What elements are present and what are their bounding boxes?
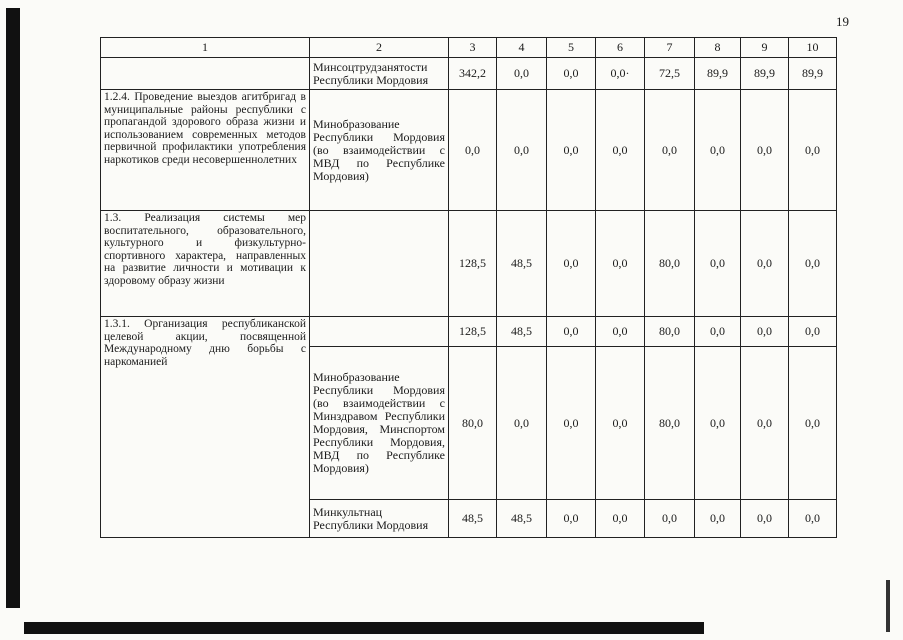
column-header: 8 bbox=[695, 38, 741, 58]
value-cell: 0,0 bbox=[547, 58, 596, 90]
value-cell: 0,0 bbox=[596, 317, 645, 347]
value-cell: 0,0 bbox=[596, 90, 645, 211]
value-cell: 89,9 bbox=[789, 58, 837, 90]
column-header: 2 bbox=[310, 38, 449, 58]
table-row bbox=[101, 58, 837, 90]
value-cell: 0,0 bbox=[547, 317, 596, 347]
value-cell: 0,0 bbox=[645, 500, 695, 538]
value-cell: 0,0 bbox=[789, 211, 837, 317]
value-cell: 0,0 bbox=[645, 90, 695, 211]
value-cell: 72,5 bbox=[645, 58, 695, 90]
budget-table bbox=[100, 37, 837, 538]
column-header: 6 bbox=[596, 38, 645, 58]
column-header: 1 bbox=[101, 38, 310, 58]
table-row bbox=[101, 317, 837, 347]
value-cell: 0,0 bbox=[789, 500, 837, 538]
value-cell: 0,0 bbox=[789, 347, 837, 500]
value-cell: 0,0 bbox=[497, 347, 547, 500]
value-cell: 0,0 bbox=[547, 90, 596, 211]
value-cell: 80,0 bbox=[645, 347, 695, 500]
executor-cell: Минобразование Республики Мордовия (во взаимодействии с МВД по Республике Мордовия) bbox=[310, 90, 449, 211]
value-cell: 0,0· bbox=[596, 58, 645, 90]
column-header: 5 bbox=[547, 38, 596, 58]
table-row bbox=[101, 90, 837, 211]
executor-cell bbox=[310, 317, 449, 347]
column-header: 10 bbox=[789, 38, 837, 58]
value-cell: 48,5 bbox=[497, 211, 547, 317]
value-cell: 0,0 bbox=[741, 90, 789, 211]
value-cell: 0,0 bbox=[741, 317, 789, 347]
executor-cell: Минобразование Республики Мордовия (во взаимодействии с Минздравом Республики Мордовия, Минспортом Республики Мордовия, МВД по Республике Мордовия) bbox=[310, 347, 449, 500]
value-cell: 80,0 bbox=[645, 317, 695, 347]
table-header-row bbox=[101, 38, 837, 58]
value-cell: 0,0 bbox=[695, 347, 741, 500]
executor-cell: Минсоцтрудзанятости Республики Мордовия bbox=[310, 58, 449, 90]
value-cell: 0,0 bbox=[449, 90, 497, 211]
column-header: 9 bbox=[741, 38, 789, 58]
table-row bbox=[101, 211, 837, 317]
value-cell: 0,0 bbox=[695, 500, 741, 538]
scan-edge-left bbox=[6, 8, 20, 608]
value-cell: 0,0 bbox=[741, 500, 789, 538]
value-cell: 0,0 bbox=[547, 347, 596, 500]
scan-edge-right bbox=[886, 580, 890, 632]
description-cell: 1.3. Реализация системы мер воспитательного, образовательного, культурного и физкультурно-спортивного характера, направленных на развитие личности и мотивации к здоровому образу жизни bbox=[101, 211, 310, 317]
column-header: 7 bbox=[645, 38, 695, 58]
value-cell: 0,0 bbox=[741, 211, 789, 317]
value-cell: 48,5 bbox=[497, 317, 547, 347]
column-header: 4 bbox=[497, 38, 547, 58]
value-cell: 0,0 bbox=[695, 90, 741, 211]
value-cell: 128,5 bbox=[449, 317, 497, 347]
value-cell: 80,0 bbox=[449, 347, 497, 500]
value-cell: 0,0 bbox=[596, 500, 645, 538]
value-cell: 0,0 bbox=[547, 500, 596, 538]
value-cell: 0,0 bbox=[497, 58, 547, 90]
value-cell: 0,0 bbox=[497, 90, 547, 211]
value-cell: 128,5 bbox=[449, 211, 497, 317]
value-cell: 89,9 bbox=[695, 58, 741, 90]
value-cell: 0,0 bbox=[695, 317, 741, 347]
description-cell: 1.2.4. Проведение выездов агитбригад в муниципальные районы республики с пропагандой здорового образа жизни и использованием современных методов первичной профилактики употребления наркотиков среди несовершеннолетних bbox=[101, 90, 310, 211]
executor-cell: Минкультнац Республики Мордовия bbox=[310, 500, 449, 538]
value-cell: 48,5 bbox=[449, 500, 497, 538]
description-cell: 1.3.1. Организация республиканской целевой акции, посвященной Международному дню борьбы с наркоманией bbox=[101, 317, 310, 538]
column-header: 3 bbox=[449, 38, 497, 58]
value-cell: 0,0 bbox=[547, 211, 596, 317]
value-cell: 0,0 bbox=[596, 211, 645, 317]
value-cell: 48,5 bbox=[497, 500, 547, 538]
description-cell bbox=[101, 58, 310, 90]
value-cell: 0,0 bbox=[741, 347, 789, 500]
value-cell: 89,9 bbox=[741, 58, 789, 90]
value-cell: 0,0 bbox=[789, 317, 837, 347]
value-cell: 0,0 bbox=[596, 347, 645, 500]
value-cell: 0,0 bbox=[789, 90, 837, 211]
value-cell: 80,0 bbox=[645, 211, 695, 317]
value-cell: 342,2 bbox=[449, 58, 497, 90]
executor-cell bbox=[310, 211, 449, 317]
scan-edge-bottom bbox=[24, 622, 704, 634]
value-cell: 0,0 bbox=[695, 211, 741, 317]
page-number: 19 bbox=[836, 14, 849, 29]
